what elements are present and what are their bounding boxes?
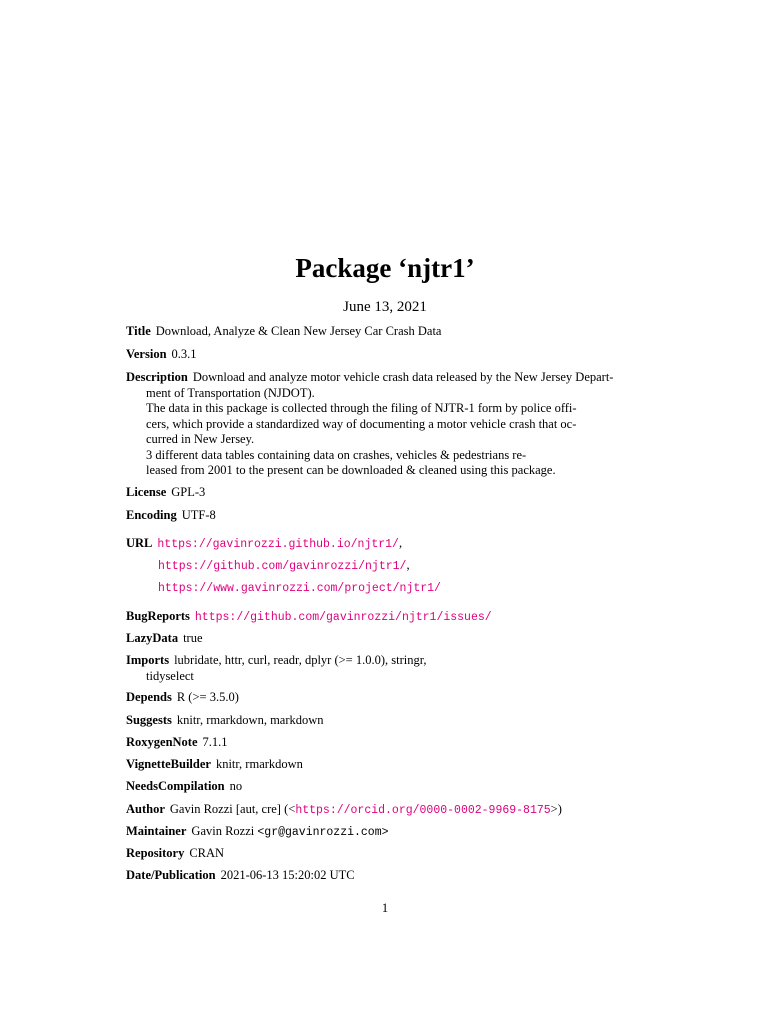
- field-lazydata: [126, 631, 646, 647]
- url-line-2: [158, 558, 410, 575]
- author-suffix: >): [550, 802, 562, 816]
- field-repository: [126, 846, 646, 862]
- field-key-encoding: Encoding: [126, 508, 177, 522]
- field-key-datepublication: Date/Publication: [126, 868, 216, 882]
- field-value-needscompilation: no: [229, 779, 243, 793]
- url-link-2[interactable]: https://github.com/gavinrozzi/njtr1/: [158, 560, 407, 573]
- field-key-suggests: Suggests: [126, 713, 172, 727]
- field-roxygennote: [126, 735, 646, 751]
- url-line-3: [158, 580, 441, 597]
- publication-date: June 13, 2021: [343, 299, 427, 315]
- field-value-lazydata: true: [183, 631, 203, 645]
- field-imports: [126, 653, 646, 684]
- page-title: Package ‘njtr1’: [295, 253, 475, 283]
- field-datepublication: [126, 868, 646, 884]
- description-line: leased from 2001 to the present can be downloaded & cleaned using this package.: [146, 463, 556, 477]
- url-separator: ,: [398, 536, 403, 550]
- field-version: [126, 347, 646, 363]
- field-needscompilation: [126, 779, 646, 795]
- field-key-bugreports: BugReports: [126, 609, 190, 623]
- field-value-suggests: knitr, rmarkdown, markdown: [176, 713, 324, 727]
- field-url: [126, 536, 646, 553]
- field-depends: [126, 690, 646, 706]
- maintainer-name: Gavin Rozzi: [191, 824, 255, 838]
- field-key-url: URL: [126, 536, 153, 550]
- orcid-link[interactable]: https://orcid.org/0000-0002-9969-8175: [295, 804, 551, 817]
- field-value-roxygennote: 7.1.1: [202, 735, 228, 749]
- field-key-needscompilation: NeedsCompilation: [126, 779, 225, 793]
- field-bugreports: [126, 609, 646, 626]
- field-value-vignettebuilder: knitr, rmarkdown: [215, 757, 303, 771]
- field-value-encoding: UTF-8: [181, 508, 216, 522]
- description-line: Download and analyze motor vehicle crash data released by the New Jersey Depart-: [192, 370, 614, 384]
- field-value-version: 0.3.1: [171, 347, 197, 361]
- field-author: [126, 802, 646, 819]
- url-link-1[interactable]: https://gavinrozzi.github.io/njtr1/: [157, 538, 399, 551]
- bugreports-link[interactable]: https://github.com/gavinrozzi/njtr1/issues/: [194, 611, 492, 624]
- author-prefix: Gavin Rozzi [aut, cre] (<: [169, 802, 296, 816]
- field-key-repository: Repository: [126, 846, 185, 860]
- field-title: [126, 324, 646, 340]
- description-line: ment of Transportation (NJDOT).: [146, 385, 315, 400]
- field-key-imports: Imports: [126, 653, 170, 667]
- imports-line: lubridate, httr, curl, readr, dplyr (>= 1.0.0), stringr,: [174, 653, 427, 667]
- description-line: curred in New Jersey.: [146, 432, 255, 446]
- field-description: [126, 370, 646, 479]
- field-key-maintainer: Maintainer: [126, 824, 187, 838]
- imports-line: tidyselect: [146, 668, 194, 683]
- description-line: 3 different data tables containing data on crashes, vehicles & pedestrians re-: [146, 447, 527, 462]
- field-vignettebuilder: [126, 757, 646, 773]
- field-key-title: Title: [126, 324, 151, 338]
- field-maintainer: [126, 824, 646, 841]
- field-license: [126, 485, 646, 501]
- maintainer-email: <gr@gavinrozzi.com>: [257, 826, 389, 839]
- url-link-3[interactable]: https://www.gavinrozzi.com/project/njtr1/: [158, 582, 441, 595]
- field-value-repository: CRAN: [189, 846, 225, 860]
- field-encoding: [126, 508, 646, 524]
- url-separator: ,: [406, 558, 410, 572]
- field-suggests: [126, 713, 646, 729]
- field-value-license: GPL-3: [171, 485, 206, 499]
- field-key-author: Author: [126, 802, 165, 816]
- field-value-title: Download, Analyze & Clean New Jersey Car Crash Data: [155, 324, 442, 338]
- field-key-roxygennote: RoxygenNote: [126, 735, 198, 749]
- field-value-depends: R (>= 3.5.0): [176, 690, 239, 704]
- page-number: 1: [381, 901, 389, 915]
- field-key-version: Version: [126, 347, 167, 361]
- field-key-depends: Depends: [126, 690, 172, 704]
- field-key-lazydata: LazyData: [126, 631, 179, 645]
- description-line: cers, which provide a standardized way of documenting a motor vehicle crash that oc-: [146, 416, 577, 431]
- field-key-description: Description: [126, 370, 188, 384]
- field-key-vignettebuilder: VignetteBuilder: [126, 757, 211, 771]
- description-line: The data in this package is collected through the filing of NJTR-1 form by police offi-: [146, 401, 577, 415]
- field-value-datepublication: 2021-06-13 15:20:02 UTC: [220, 868, 355, 882]
- field-key-license: License: [126, 485, 167, 499]
